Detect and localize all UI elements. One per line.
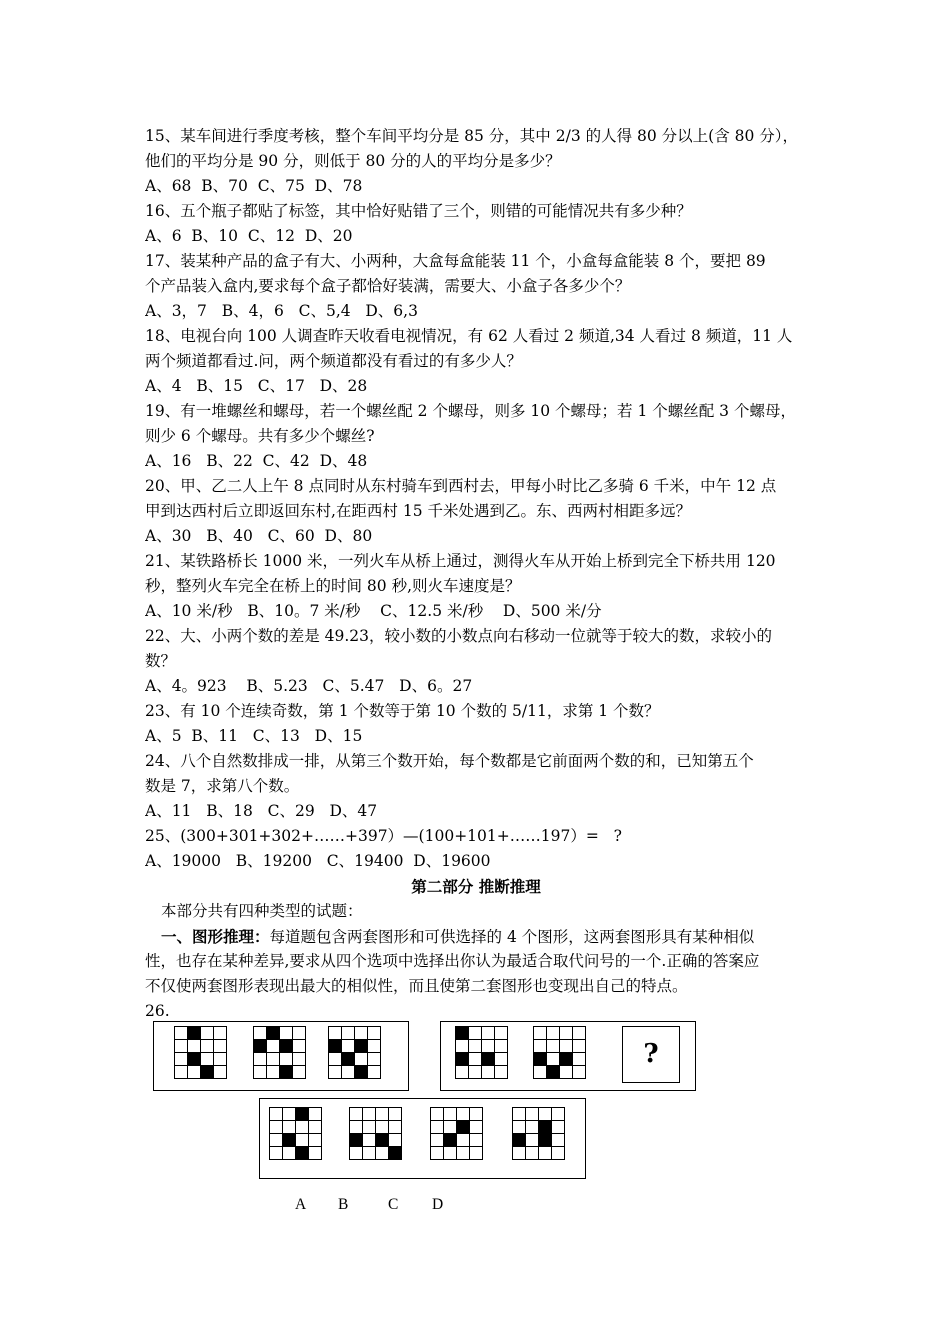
question-24-line2: 数是 7，求第八个数。 [145,777,300,795]
question-mark-box [622,1026,680,1083]
question-22-line2: 数？ [145,652,177,670]
figure-reasoning-line2: 性，也存在某种差异,要求从四个选项中选择出你认为最适合取代问号的一个.正确的答案应 [145,952,760,970]
question-16: 16、五个瓶子都贴了标签，其中恰好贴错了三个，则错的可能情况共有多少种？ [145,202,692,220]
option-label-a: A [295,1196,307,1213]
set1-grid-1 [174,1026,227,1079]
question-23-options: A、5 B、11 C、13 D、15 [145,727,363,745]
question-23: 23、有 10 个连续奇数，第 1 个数等于第 10 个数的 5/11，求第 1 个数？ [145,702,660,720]
set2-grid-2 [533,1026,586,1079]
question-17-line1: 17、装某种产品的盒子有大、小两种，大盒每盒能装 11 个，小盒每盒能装 8 个，要把 89 [145,252,766,270]
question-21-line1: 21、某铁路桥长 1000 米，一列火车从桥上通过，测得火车从开始上桥到完全下桥共用 120 [145,552,776,570]
question-18-line2: 两个频道都看过.问，两个频道都没有看过的有多少人？ [145,352,522,370]
figure-reasoning-line1 [145,924,817,949]
question-21-options: A、10 米/秒 B、10。7 米/秒 C、12.5 米/秒 D、500 米/分 [145,602,602,620]
figure-reasoning-label: 一、图形推理： [161,927,270,946]
section-title: 第二部分 推断推理 [411,877,541,896]
question-26-number: 26. [145,1002,170,1020]
question-19-options: A、16 B、22 C、42 D、48 [145,452,368,470]
question-20-line1: 20、甲、乙二人上午 8 点同时从东村骑车到西村去，甲每小时比乙多骑 6 千米，中午 12 点 [145,477,777,495]
option-label-c: C [388,1196,399,1213]
option-label-d: D [432,1196,444,1213]
question-25-options: A、19000 B、19200 C、19400 D、19600 [145,852,491,870]
question-18-line1: 18、电视台向 100 人调查昨天收看电视情况，有 62 人看过 2 频道,34 人看过 8 频道，11 人 [145,327,793,345]
question-mark: ? [643,1039,659,1069]
question-20-options: A、30 B、40 C、60 D、80 [145,527,373,545]
set2-grid-1 [455,1026,508,1079]
section-intro: 本部分共有四种类型的试题： [161,902,363,920]
option-b-grid [349,1107,402,1160]
question-19-line1: 19、有一堆螺丝和螺母，若一个螺丝配 2 个螺母，则多 10 个螺母；若 1 个螺丝配 3 个螺母， [145,402,796,420]
question-18-options: A、4 B、15 C、17 D、28 [145,377,368,395]
option-d-grid [512,1107,565,1160]
set1-grid-3 [328,1026,381,1079]
set1-grid-2 [253,1026,306,1079]
question-15-line1: 15、某车间进行季度考核，整个车间平均分是 85 分，其中 2/3 的人得 80 分以上(含 80 分）， [145,127,799,145]
question-22-options: A、4。923 B、5.23 C、5.47 D、6。27 [145,677,473,695]
question-17-options: A、3，7 B、4，6 C、5,4 D、6,3 [145,302,418,320]
question-16-options: A、6 B、10 C、12 D、20 [145,227,353,245]
question-22-line1: 22、大、小两个数的差是 49.23，较小数的小数点向右移动一位就等于较大的数，求较小的 [145,627,773,645]
option-c-grid [430,1107,483,1160]
question-21-line2: 秒，整列火车完全在桥上的时间 80 秒,则火车速度是？ [145,577,521,595]
figure-reasoning-text: 每道题包含两套图形和可供选择的 4 个图形，这两套图形具有某种相似 [269,928,755,946]
option-label-b: B [338,1196,349,1213]
question-20-line2: 甲到达西村后立即返回东村,在距西村 15 千米处遇到乙。东、西两村相距多远？ [145,502,692,520]
figure-reasoning-line3: 不仅使两套图形表现出最大的相似性，而且使第二套图形也变现出自己的特点。 [145,977,688,995]
option-a-grid [269,1107,322,1160]
question-24-line1: 24、八个自然数排成一排，从第三个数开始，每个数都是它前面两个数的和，已知第五个 [145,752,754,770]
question-15-line2: 他们的平均分是 90 分，则低于 80 分的人的平均分是多少？ [145,152,561,170]
question-25: 25、(300+301+302+……+397）—(100+101+……197）= ? [145,827,622,845]
question-17-line2: 个产品装入盒内,要求每个盒子都恰好装满，需要大、小盒子各多少个？ [145,277,631,295]
question-15-options: A、68 B、70 C、75 D、78 [145,177,363,195]
question-24-options: A、11 B、18 C、29 D、47 [145,802,378,820]
document-body [145,124,817,1024]
question-19-line2: 则少 6 个螺母。共有多少个螺丝? [145,427,375,445]
